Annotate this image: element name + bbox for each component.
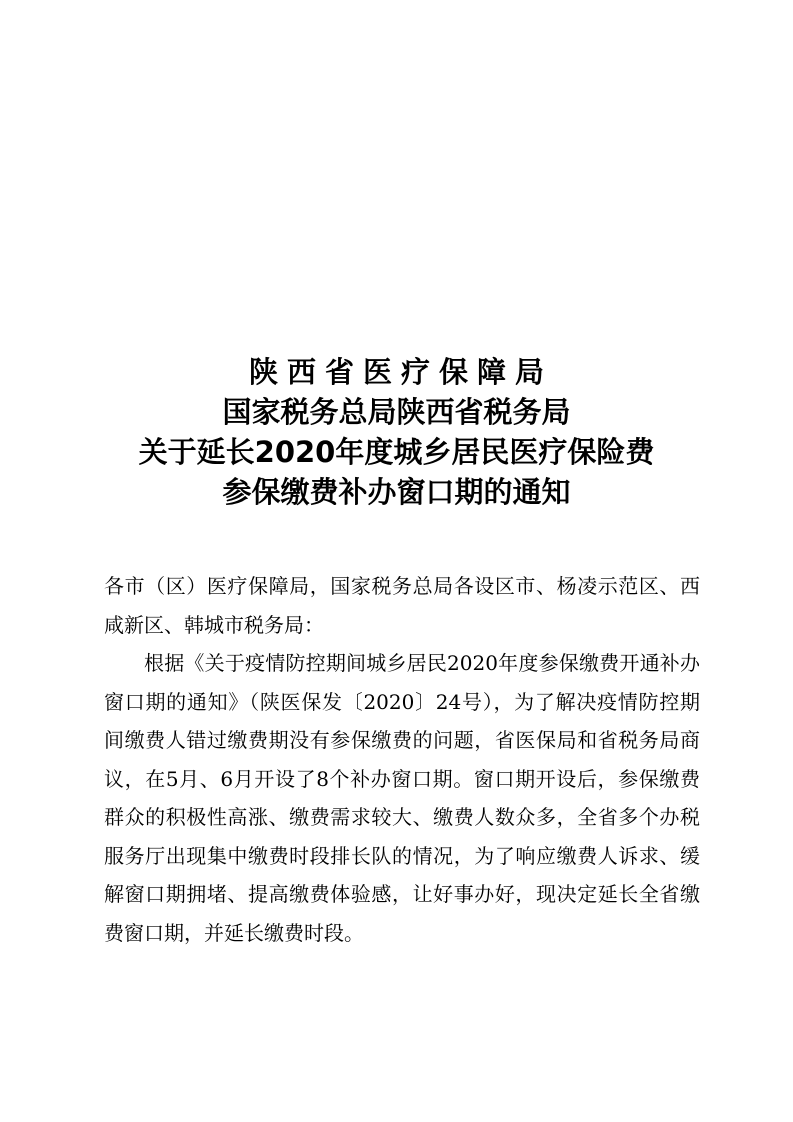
body-paragraph: 根据《关于疫情防控期间城乡居民2020年度参保缴费开通补办窗口期的通知》（陕医保发〔2020〕24号），为了解决疫情防控期间缴费人错过缴费期没有参保缴费的问题，省医保局和省税务局商议，在5月、6月开设了8个补办窗口期。窗口期开设后，参保缴费群众的积极性高涨、缴费需求较大、缴费人数众多，全省多个办税服务厅出现集中缴费时段排长队的情况，为了响应缴费人诉求、缓解窗口期拥堵、提高缴费体验感，让好事办好，现决定延长全省缴费窗口期，并延长缴费时段。	[104, 651, 700, 945]
title-line-issuer-2: 国家税务总局陕西省税务局	[222, 395, 571, 429]
document-body	[104, 567, 700, 952]
title-line-subject-1: 关于延长2020年度城乡居民医疗保险费	[138, 435, 655, 469]
title-line-subject-2: 参保缴费补办窗口期的通知	[222, 475, 571, 509]
title-line-issuer-1: 陕西省医疗保障局	[248, 355, 553, 389]
salutation: 各市（区）医疗保障局，国家税务总局各设区市、杨凌示范区、西咸新区、韩城市税务局：	[104, 574, 700, 637]
document-title	[0, 352, 793, 512]
